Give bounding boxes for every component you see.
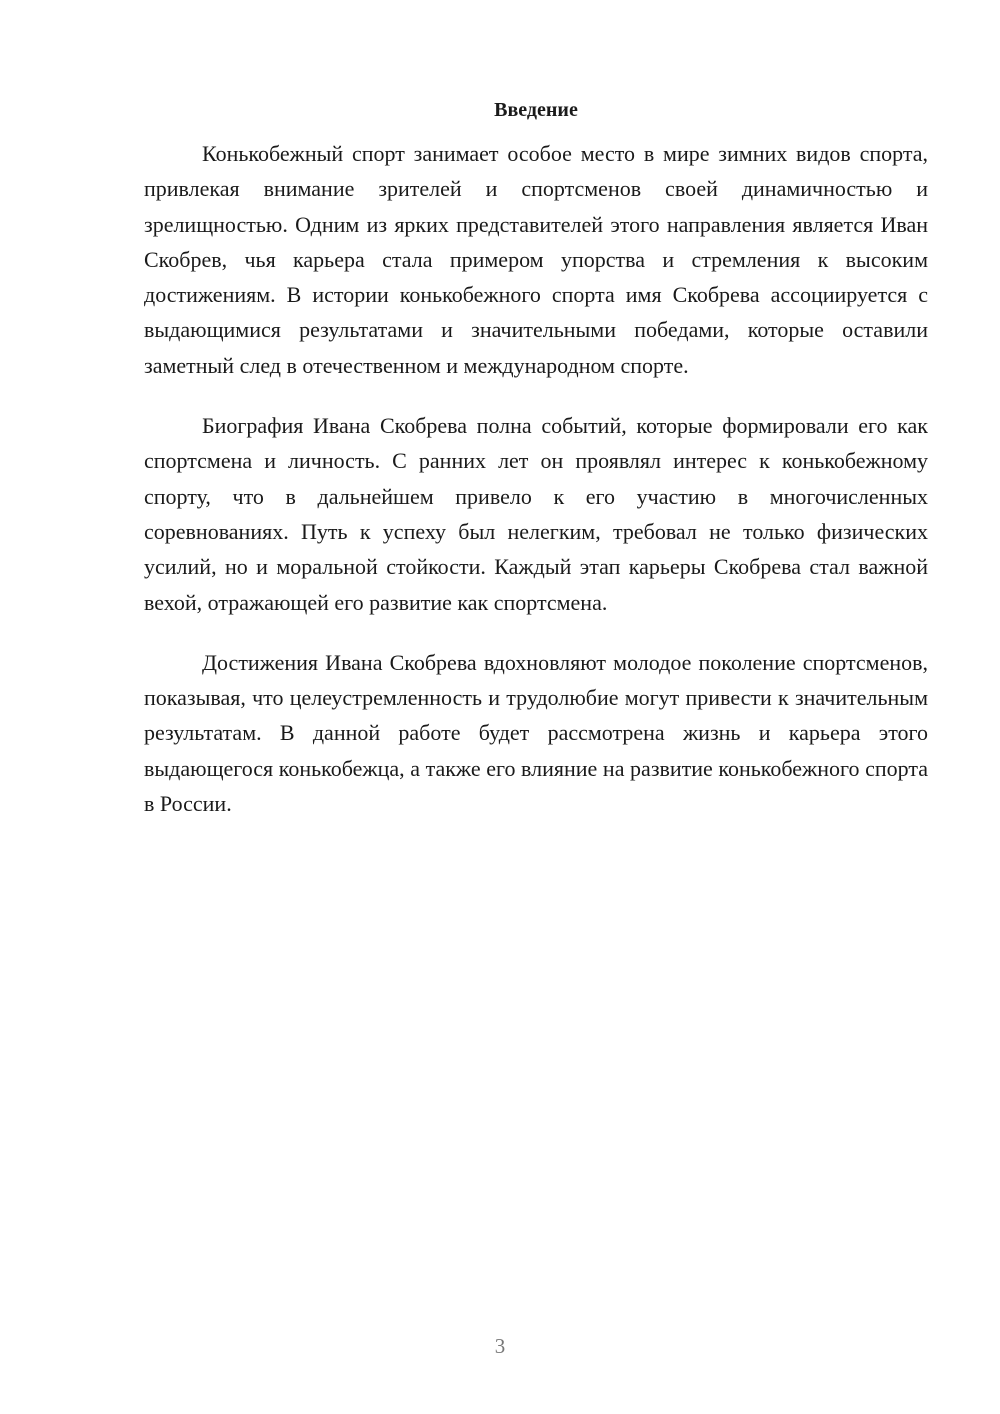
section-title: Введение — [494, 99, 578, 121]
page-number: 3 — [494, 1334, 506, 1358]
page-content — [144, 96, 928, 846]
paragraph-achievements: Достижения Ивана Скобрева вдохновляют молодое поколение спортсменов, показывая, что целеустремленность и трудолюбие могут привести к значительным результатам. В данной работе будет рассмотрена жизнь и карьера этого выдающегося конькобежца, а также его влияние на развитие конькобежного спорта в России. — [144, 649, 928, 817]
paragraph-intro: Конькобежный спорт занимает особое место в мире зимних видов спорта, привлекая внимание зрителей и спортсменов своей динамичностью и зрелищностью. Одним из ярких представителей этого направления является Иван Скобрев, чья карьера стала примером упорства и стремления к высоким достижениям. В истории конькобежного спорта имя Скобрева ассоциируется с выдающимися результатами и значительными победами, которые оставили заметный след в отечественном и международном спорте. — [144, 141, 928, 378]
paragraph-biography: Биография Ивана Скобрева полна событий, которые формировали его как спортсмена и личность. С ранних лет он проявлял интерес к конькобежному спорту, что в дальнейшем привело к его участию в многочисленных соревнованиях. Путь к успеху был нелегким, требовал не только физических усилий, но и моральной стойкости. Каждый этап карьеры Скобрева стал важной вехой, отражающей его развитие как спортсмена. — [144, 413, 928, 615]
